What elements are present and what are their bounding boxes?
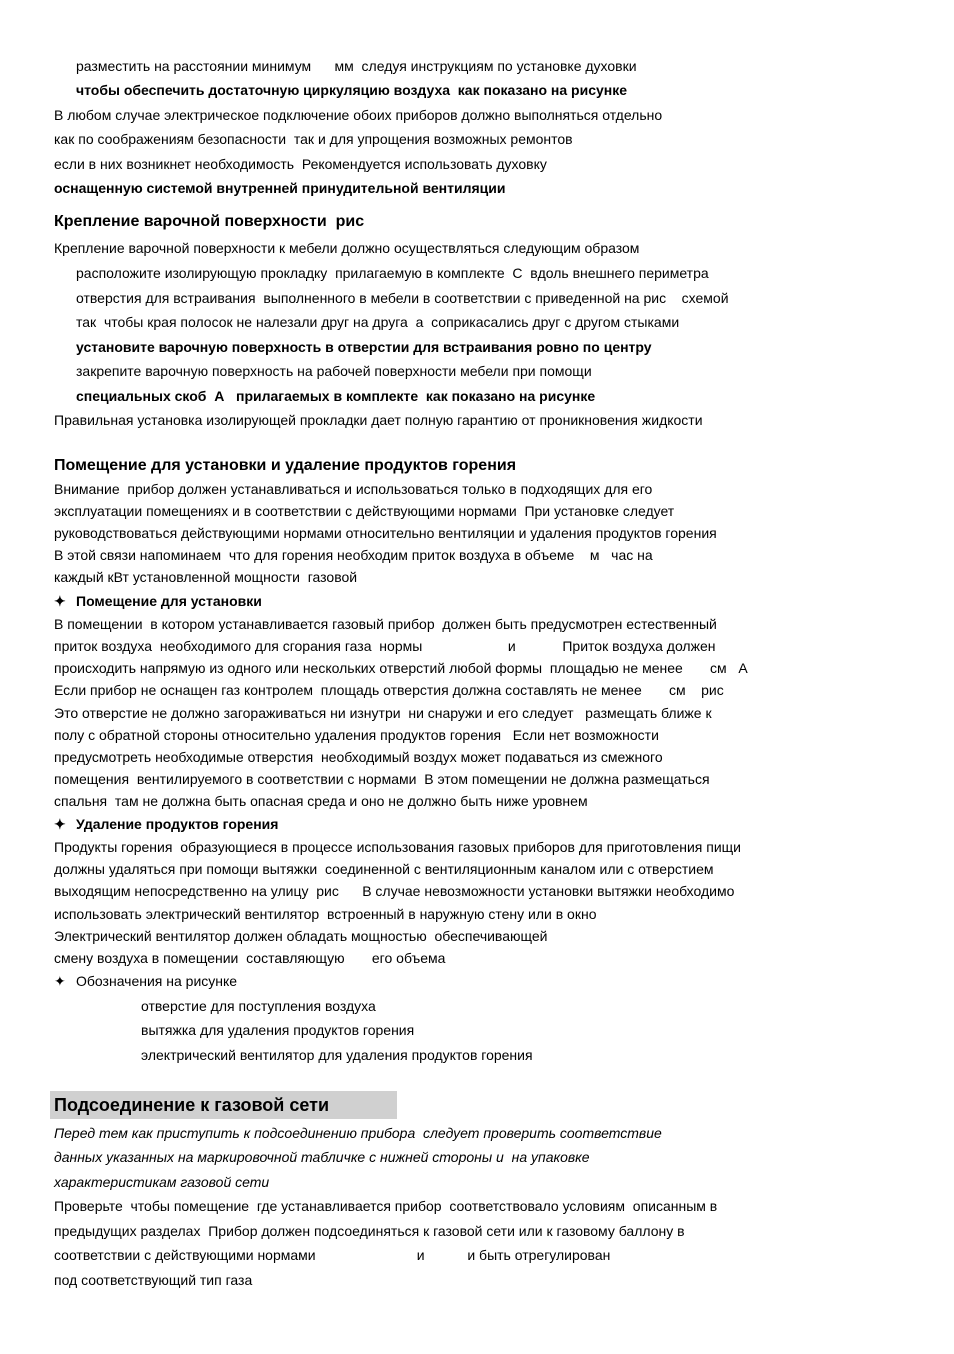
legend-item-2: вытяжка для удаления продуктов горения	[141, 1022, 415, 1038]
room-intro-line-3: руководствоваться действующими нормами относительно вентиляции и удаления продуктов горения	[54, 525, 717, 541]
room-sub1-line-1: В помещении в котором устанавливается газовый прибор должен быть предусмотрен естественный	[54, 616, 717, 632]
hob-line-1: Крепление варочной поверхности к мебели должно осуществляться следующим образом	[54, 240, 640, 256]
hob-line-3: отверстия для встраивания выполненного в мебели в соответствии с приведенной на рис схемой	[76, 290, 729, 306]
subsection-title: Обозначения на рисунке	[76, 973, 238, 989]
subsection-installation-room	[54, 592, 262, 610]
hob-section-heading: Крепление варочной поверхности рис	[54, 213, 365, 230]
room-sub1-line-6: полу с обратной стороны относительно удаления продуктов горения Если нет возможности	[54, 727, 659, 743]
gas-italic-line-1: Перед тем как приступить к подсоединению прибора следует проверить соответствие	[54, 1125, 662, 1141]
intro-line-3: В любом случае электрическое подключение обоих приборов должно выполняться отдельно	[54, 107, 663, 123]
room-sub1-line-5: Это отверстие не должно загораживаться ни изнутри ни снаружи и его следует размещать ближе к	[54, 705, 712, 721]
room-sub2-line-5: Электрический вентилятор должен обладать мощностью обеспечивающей	[54, 928, 548, 944]
gas-section-heading: Подсоединение к газовой сети	[54, 1095, 330, 1115]
gas-line-4: под соответствующий тип газа	[54, 1272, 253, 1288]
star-bullet-icon: ✦	[54, 593, 66, 609]
intro-line-6: оснащенную системой внутренней принудительной вентиляции	[54, 180, 506, 196]
intro-line-2: чтобы обеспечить достаточную циркуляцию воздуха как показано на рисунке	[76, 82, 628, 98]
gas-line-2: предыдущих разделах Прибор должен подсоединяться к газовой сети или к газовому баллону в	[54, 1223, 685, 1239]
room-intro-line-4: В этой связи напоминаем что для горения необходим приток воздуха в объеме м час на	[54, 547, 653, 563]
legend-item-3: электрический вентилятор для удаления продуктов горения	[141, 1047, 533, 1063]
star-bullet-icon: ✦	[54, 816, 66, 832]
room-sub2-line-6: смену воздуха в помещении составляющую его объема	[54, 950, 446, 966]
hob-line-6: закрепите варочную поверхность на рабочей поверхности мебели при помощи	[76, 363, 592, 379]
room-sub1-line-9: спальня там не должна быть опасная среда и оно не должно быть ниже уровнем	[54, 793, 588, 809]
gas-line-3: соответствии с действующими нормами и и быть отрегулирован	[54, 1247, 611, 1263]
subsection-title: Удаление продуктов горения	[76, 816, 279, 832]
room-sub1-line-4: Если прибор не оснащен газ контролем площадь отверстия должна составлять не менее см рис	[54, 682, 724, 698]
hob-line-2: расположите изолирующую прокладку прилагаемую в комплекте С вдоль внешнего периметра	[76, 265, 709, 281]
gas-italic-line-2: данных указанных на маркировочной табличке с нижней стороны и на упаковке	[54, 1149, 590, 1165]
room-section-heading: Помещение для установки и удаление продуктов горения	[54, 457, 517, 474]
gas-line-1: Проверьте чтобы помещение где устанавливается прибор соответствовало условиям описанным в	[54, 1198, 718, 1214]
gas-italic-line-3: характеристикам газовой сети	[54, 1174, 270, 1190]
star-bullet-icon: ✦	[54, 973, 66, 989]
room-sub1-line-8: помещения вентилируемого в соответствии с нормами В этом помещении не должна размещаться	[54, 771, 710, 787]
intro-line-1: разместить на расстоянии минимум мм следуя инструкциям по установке духовки	[76, 58, 637, 74]
room-sub2-line-2: должны удаляться при помощи вытяжки соединенной с вентиляционным каналом или с отверстием	[54, 861, 714, 877]
hob-line-4: так чтобы края полосок не налезали друг на друга а соприкасались друг с другом стыками	[76, 314, 680, 330]
subsection-title: Помещение для установки	[76, 593, 262, 609]
hob-line-7: специальных скоб А прилагаемых в комплекте как показано на рисунке	[76, 388, 596, 404]
intro-line-5: если в них возникнет необходимость Рекомендуется использовать духовку	[54, 156, 547, 172]
room-sub2-line-3: выходящим непосредственно на улицу рис В случае невозможности установки вытяжки необходимо	[54, 883, 735, 899]
room-sub1-line-3: происходить напрямую из одного или нескольких отверстий любой формы площадью не менее см А	[54, 660, 748, 676]
hob-line-5: установите варочную поверхность в отверстии для встраивания ровно по центру	[76, 339, 652, 355]
legend-item-1: отверстие для поступления воздуха	[141, 998, 376, 1014]
room-sub1-line-2: приток воздуха необходимого для сгорания газа нормы и Приток воздуха должен	[54, 638, 716, 654]
gas-section-heading-box	[50, 1091, 397, 1119]
intro-line-4: как по соображениям безопасности так и для упрощения возможных ремонтов	[54, 131, 573, 147]
subsection-combustion-removal	[54, 815, 278, 833]
room-intro-line-5: каждый кВт установленной мощности газовой	[54, 569, 358, 585]
room-sub2-line-4: использовать электрический вентилятор встроенный в наружную стену или в окно	[54, 906, 597, 922]
subsection-figure-legend	[54, 972, 237, 990]
hob-line-8: Правильная установка изолирующей прокладки дает полную гарантию от проникновения жидкости	[54, 412, 703, 428]
room-sub2-line-1: Продукты горения образующиеся в процессе использования газовых приборов для приготовления пищи	[54, 839, 741, 855]
room-intro-line-1: Внимание прибор должен устанавливаться и использоваться только в подходящих для его	[54, 481, 653, 497]
room-sub1-line-7: предусмотреть необходимые отверстия необходимый воздух может подаваться из смежного	[54, 749, 663, 765]
room-intro-line-2: эксплуатации помещениях и в соответствии с действующими нормами При установке следует	[54, 503, 675, 519]
